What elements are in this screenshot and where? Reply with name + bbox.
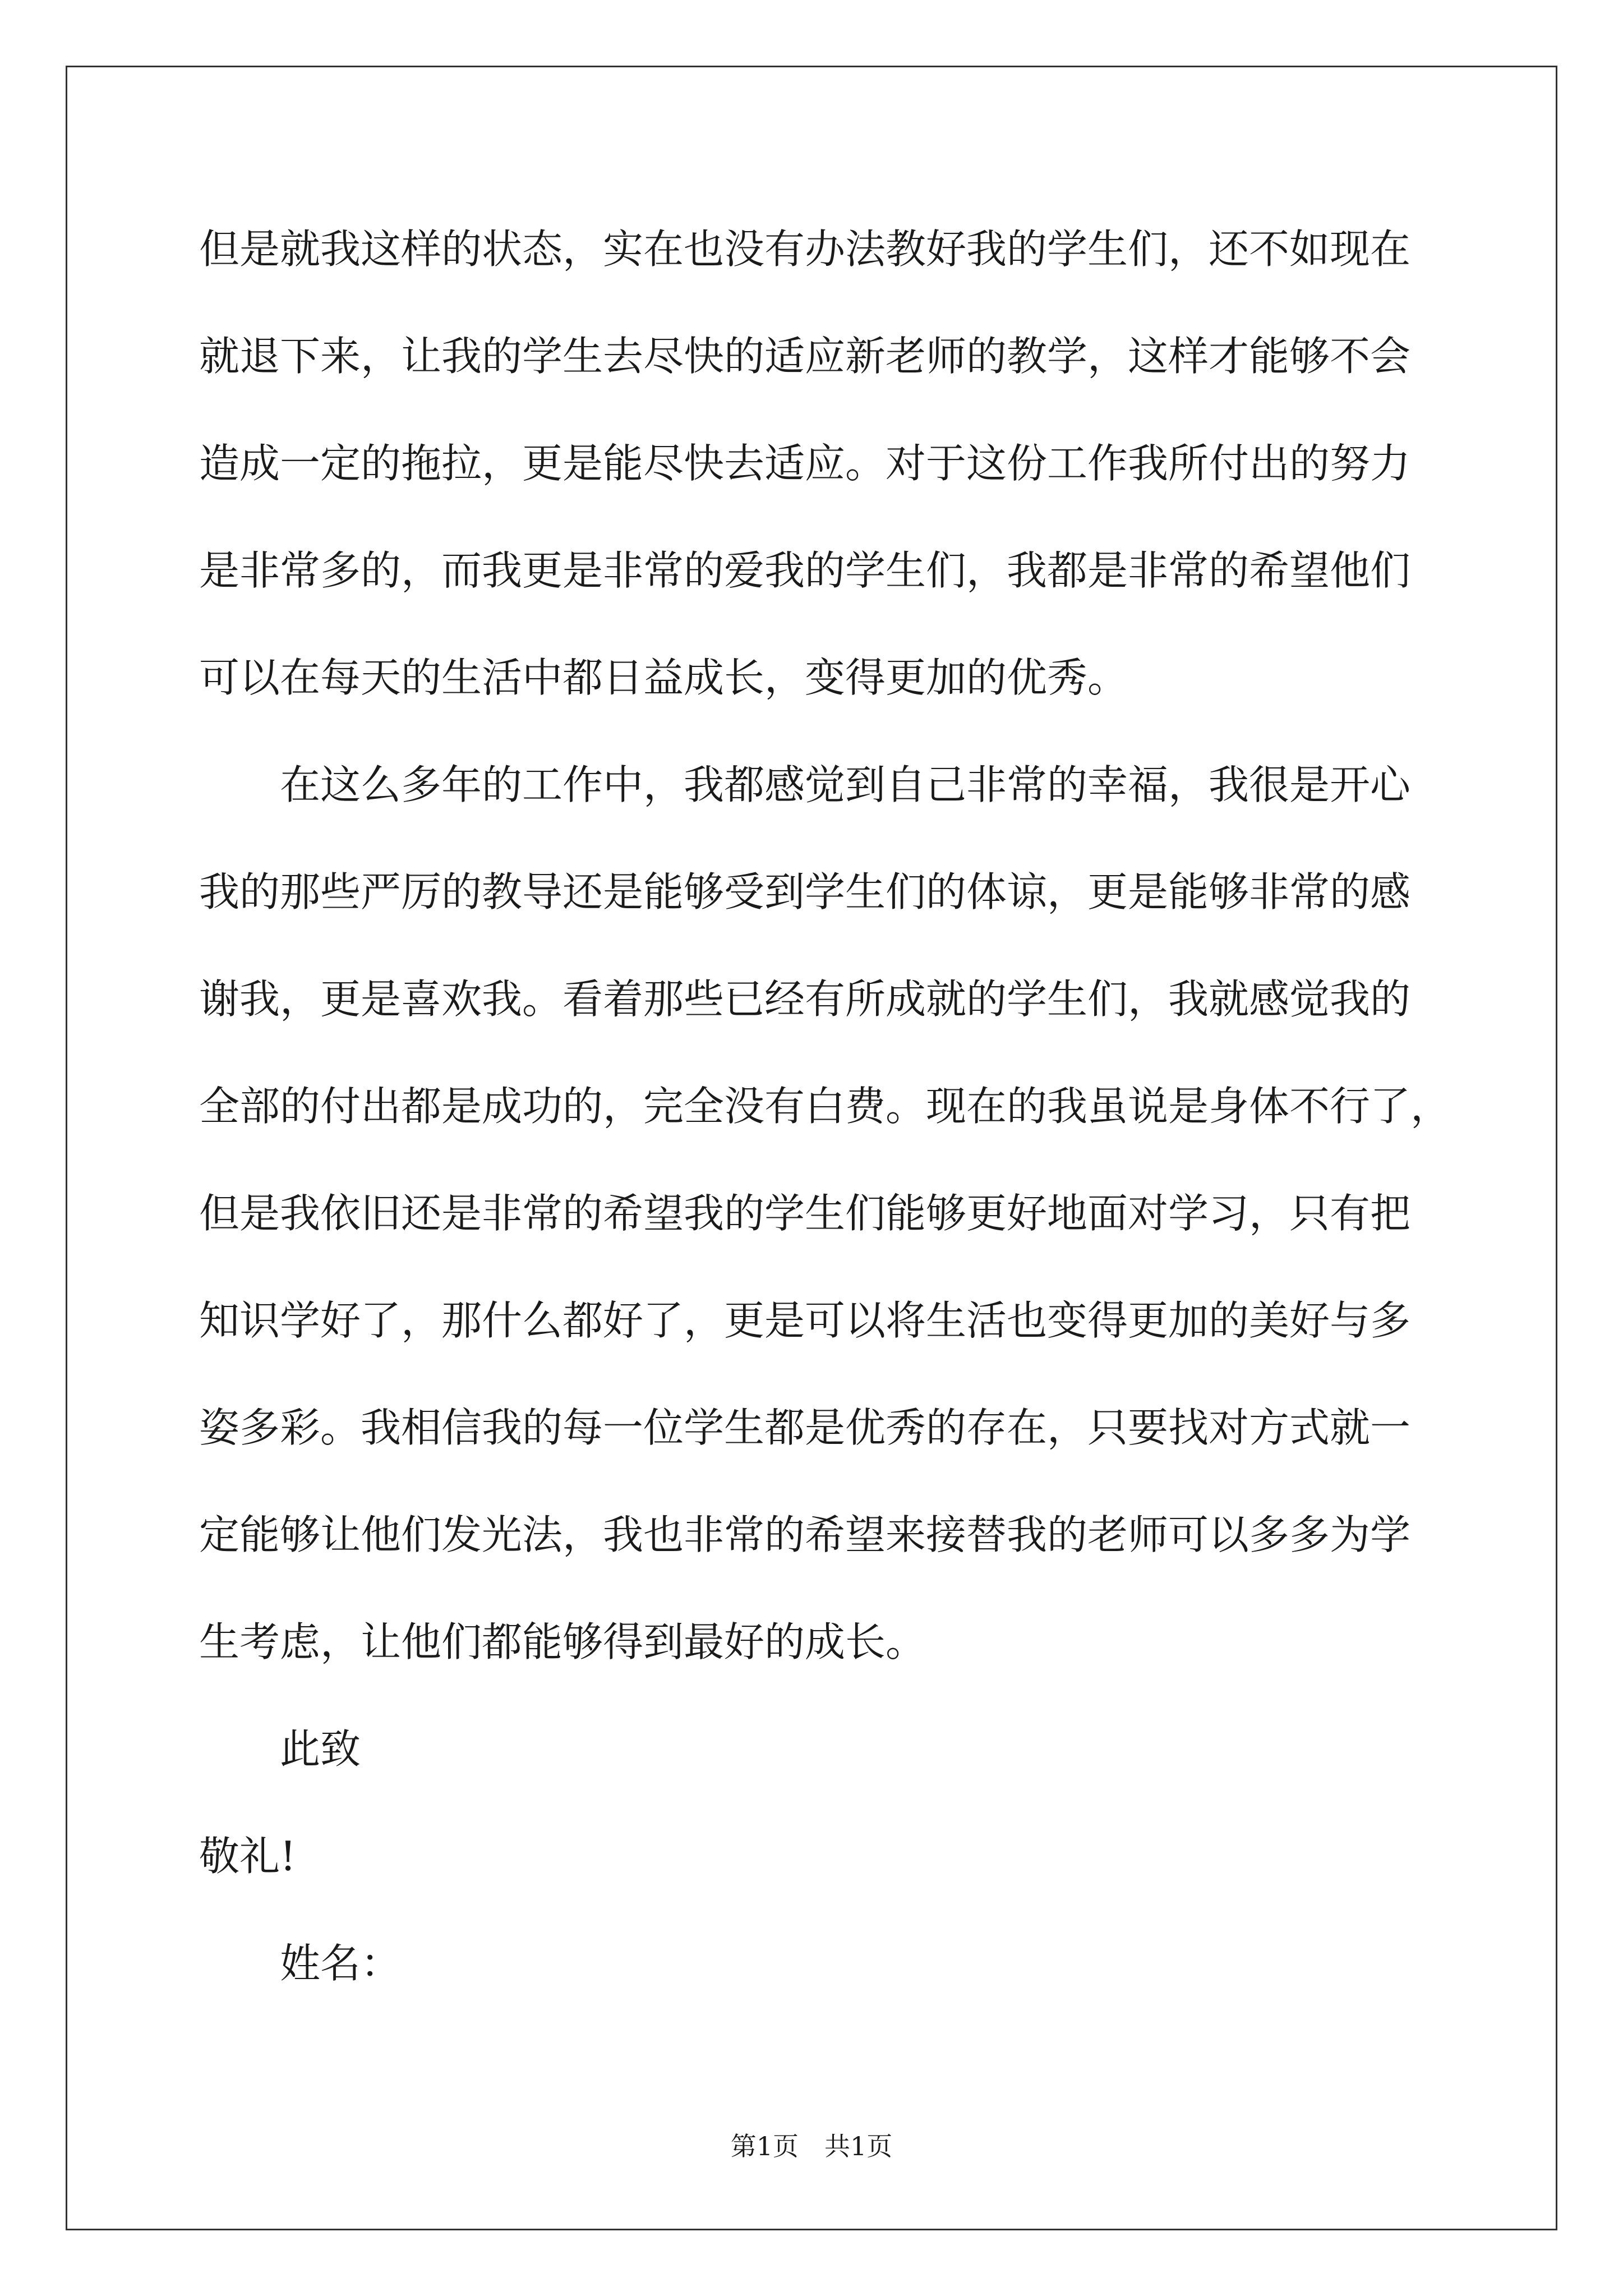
closing-regards: 敬礼! (199, 1833, 296, 1880)
text-line: 就退下来，让我的学生去尽快的适应新老师的教学，这样才能够不会 (199, 333, 1411, 380)
text-line: 可以在每天的生活中都日益成长，变得更加的优秀。 (199, 654, 1128, 701)
text-line: 知识学好了，那什么都好了，更是可以将生活也变得更加的美好与多 (199, 1297, 1411, 1344)
text-line: 全部的付出都是成功的，完全没有白费。现在的我虽说是身体不行了， (199, 1083, 1451, 1130)
page-number-footer: 第1页 共1页 (730, 2131, 893, 2161)
text-line: 生考虑，让他们都能够得到最好的成长。 (199, 1618, 926, 1665)
text-line: 但是我依旧还是非常的希望我的学生们能够更好地面对学习，只有把 (199, 1190, 1411, 1237)
closing-salutation: 此致 (280, 1726, 361, 1773)
text-line: 谢我，更是喜欢我。看着那些已经有所成就的学生们，我就感觉我的 (199, 976, 1411, 1023)
paragraph-start-line: 在这么多年的工作中，我都感觉到自己非常的幸福，我很是开心 (280, 761, 1411, 808)
signature-name-label: 姓名： (280, 1940, 402, 1987)
text-line: 造成一定的拖拉，更是能尽快去适应。对于这份工作我所付出的努力 (199, 440, 1411, 487)
text-line: 姿多彩。我相信我的每一位学生都是优秀的存在，只要找对方式就一 (199, 1404, 1411, 1451)
text-line: 我的那些严厉的教导还是能够受到学生们的体谅，更是能够非常的感 (199, 868, 1411, 915)
text-line: 但是就我这样的状态，实在也没有办法教好我的学生们，还不如现在 (199, 226, 1411, 273)
text-line: 是非常多的，而我更是非常的爱我的学生们，我都是非常的希望他们 (199, 547, 1411, 594)
letter-body (199, 215, 1451, 2037)
text-line: 定能够让他们发光法，我也非常的希望来接替我的老师可以多多为学 (199, 1511, 1411, 1558)
